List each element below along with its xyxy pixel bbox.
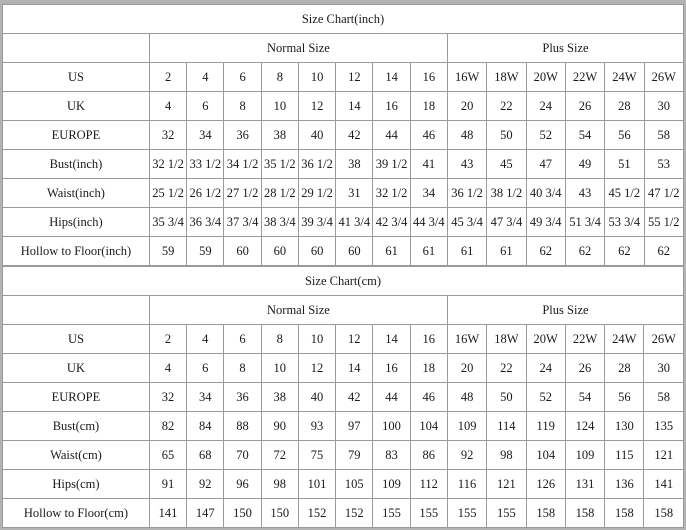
cell: 50 xyxy=(487,121,526,150)
cell: 32 1/2 xyxy=(373,179,410,208)
cell: 72 xyxy=(261,441,298,470)
cell: 12 xyxy=(298,354,335,383)
cell: 48 xyxy=(447,121,486,150)
cell: 62 xyxy=(565,237,604,266)
cell: 52 xyxy=(526,121,565,150)
cell: 116 xyxy=(447,470,486,499)
table-row xyxy=(3,121,684,150)
row-label: US xyxy=(3,325,150,354)
chart-title: Size Chart(cm) xyxy=(3,267,684,296)
cell: 41 3/4 xyxy=(336,208,373,237)
cell: 52 xyxy=(526,383,565,412)
cell: 22 xyxy=(487,354,526,383)
cell: 42 xyxy=(336,383,373,412)
cell: 93 xyxy=(298,412,335,441)
cell: 115 xyxy=(605,441,644,470)
cell: 4 xyxy=(187,325,224,354)
cell: 131 xyxy=(565,470,604,499)
cell: 47 xyxy=(526,150,565,179)
cell: 46 xyxy=(410,121,447,150)
cell: 38 xyxy=(261,383,298,412)
cell: 38 3/4 xyxy=(261,208,298,237)
table-row xyxy=(3,179,684,208)
cell: 130 xyxy=(605,412,644,441)
table-row xyxy=(3,470,684,499)
cell: 158 xyxy=(526,499,565,528)
cell: 58 xyxy=(644,383,684,412)
row-label: Hips(cm) xyxy=(3,470,150,499)
table-row xyxy=(3,325,684,354)
cell: 8 xyxy=(224,354,261,383)
cell: 10 xyxy=(261,92,298,121)
cell: 119 xyxy=(526,412,565,441)
cell: 155 xyxy=(487,499,526,528)
cell: 26 1/2 xyxy=(187,179,224,208)
cell: 61 xyxy=(447,237,486,266)
cell: 61 xyxy=(373,237,410,266)
cell: 88 xyxy=(224,412,261,441)
cell: 135 xyxy=(644,412,684,441)
cell: 20 xyxy=(447,354,486,383)
cell: 29 1/2 xyxy=(298,179,335,208)
cell: 155 xyxy=(373,499,410,528)
cell: 18W xyxy=(487,325,526,354)
cell: 126 xyxy=(526,470,565,499)
row-label: Hollow to Floor(cm) xyxy=(3,499,150,528)
cell: 141 xyxy=(644,470,684,499)
cell: 38 xyxy=(336,150,373,179)
cell: 82 xyxy=(149,412,186,441)
cell: 61 xyxy=(487,237,526,266)
cell: 92 xyxy=(447,441,486,470)
row-label: Waist(cm) xyxy=(3,441,150,470)
group-header-normal: Normal Size xyxy=(149,34,447,63)
cell: 10 xyxy=(298,63,335,92)
table-row-title xyxy=(3,5,684,34)
cell: 8 xyxy=(261,63,298,92)
cell: 4 xyxy=(187,63,224,92)
table-row xyxy=(3,354,684,383)
cell: 18W xyxy=(487,63,526,92)
cell: 14 xyxy=(336,354,373,383)
cell: 83 xyxy=(373,441,410,470)
cell: 86 xyxy=(410,441,447,470)
cell: 38 xyxy=(261,121,298,150)
cell: 45 1/2 xyxy=(605,179,644,208)
cell: 27 1/2 xyxy=(224,179,261,208)
cell: 47 1/2 xyxy=(644,179,684,208)
cell: 44 xyxy=(373,383,410,412)
table-row xyxy=(3,237,684,266)
row-label: Bust(cm) xyxy=(3,412,150,441)
cell: 97 xyxy=(336,412,373,441)
cell: 4 xyxy=(149,92,186,121)
cell: 44 xyxy=(373,121,410,150)
size-chart-cm-table xyxy=(2,266,684,528)
cell: 45 xyxy=(487,150,526,179)
table-row-group-headers xyxy=(3,296,684,325)
cell: 96 xyxy=(224,470,261,499)
cell: 36 1/2 xyxy=(298,150,335,179)
table-row xyxy=(3,499,684,528)
cell: 101 xyxy=(298,470,335,499)
cell: 152 xyxy=(336,499,373,528)
cell: 90 xyxy=(261,412,298,441)
cell: 32 xyxy=(149,121,186,150)
table-row-title xyxy=(3,267,684,296)
cell: 114 xyxy=(487,412,526,441)
table-row xyxy=(3,441,684,470)
group-header-plus: Plus Size xyxy=(447,34,683,63)
cell: 42 3/4 xyxy=(373,208,410,237)
cell: 158 xyxy=(565,499,604,528)
cell: 39 3/4 xyxy=(298,208,335,237)
cell: 24W xyxy=(605,63,644,92)
cell: 26W xyxy=(644,63,684,92)
cell: 4 xyxy=(149,354,186,383)
cell: 141 xyxy=(149,499,186,528)
cell: 42 xyxy=(336,121,373,150)
cell: 28 xyxy=(605,354,644,383)
cell: 51 xyxy=(605,150,644,179)
cell: 47 3/4 xyxy=(487,208,526,237)
cell: 104 xyxy=(410,412,447,441)
row-label: Hollow to Floor(inch) xyxy=(3,237,150,266)
row-label: EUROPE xyxy=(3,121,150,150)
cell: 22 xyxy=(487,92,526,121)
row-label: Bust(inch) xyxy=(3,150,150,179)
cell: 43 xyxy=(447,150,486,179)
cell: 62 xyxy=(526,237,565,266)
cell: 32 1/2 xyxy=(149,150,186,179)
cell: 6 xyxy=(224,325,261,354)
cell: 34 1/2 xyxy=(224,150,261,179)
cell: 50 xyxy=(487,383,526,412)
size-chart-inch-table xyxy=(2,4,684,266)
cell: 6 xyxy=(224,63,261,92)
cell: 92 xyxy=(187,470,224,499)
cell: 109 xyxy=(447,412,486,441)
corner-cell xyxy=(3,34,150,63)
cell: 46 xyxy=(410,383,447,412)
row-label: Waist(inch) xyxy=(3,179,150,208)
cell: 60 xyxy=(298,237,335,266)
cell: 35 3/4 xyxy=(149,208,186,237)
cell: 40 3/4 xyxy=(526,179,565,208)
table-row xyxy=(3,412,684,441)
group-header-plus: Plus Size xyxy=(447,296,683,325)
row-label: EUROPE xyxy=(3,383,150,412)
cell: 62 xyxy=(644,237,684,266)
cell: 53 3/4 xyxy=(605,208,644,237)
cell: 10 xyxy=(298,325,335,354)
cell: 147 xyxy=(187,499,224,528)
cell: 121 xyxy=(644,441,684,470)
cell: 56 xyxy=(605,383,644,412)
row-label: Hips(inch) xyxy=(3,208,150,237)
cell: 14 xyxy=(373,325,410,354)
table-row xyxy=(3,383,684,412)
cell: 48 xyxy=(447,383,486,412)
corner-cell xyxy=(3,296,150,325)
row-label: UK xyxy=(3,92,150,121)
cell: 26W xyxy=(644,325,684,354)
cell: 98 xyxy=(487,441,526,470)
cell: 6 xyxy=(187,92,224,121)
cell: 24W xyxy=(605,325,644,354)
cell: 24 xyxy=(526,92,565,121)
cell: 26 xyxy=(565,354,604,383)
cell: 79 xyxy=(336,441,373,470)
cell: 158 xyxy=(644,499,684,528)
cell: 34 xyxy=(187,383,224,412)
cell: 20W xyxy=(526,63,565,92)
cell: 36 xyxy=(224,383,261,412)
cell: 33 1/2 xyxy=(187,150,224,179)
cell: 18 xyxy=(410,92,447,121)
cell: 104 xyxy=(526,441,565,470)
cell: 8 xyxy=(261,325,298,354)
table-row xyxy=(3,92,684,121)
cell: 124 xyxy=(565,412,604,441)
cell: 10 xyxy=(261,354,298,383)
cell: 37 3/4 xyxy=(224,208,261,237)
cell: 36 xyxy=(224,121,261,150)
cell: 8 xyxy=(224,92,261,121)
cell: 109 xyxy=(565,441,604,470)
cell: 34 xyxy=(187,121,224,150)
cell: 30 xyxy=(644,354,684,383)
cell: 12 xyxy=(336,63,373,92)
cell: 16W xyxy=(447,325,486,354)
cell: 16 xyxy=(410,63,447,92)
cell: 59 xyxy=(187,237,224,266)
cell: 60 xyxy=(336,237,373,266)
size-chart-inch-block xyxy=(2,4,684,266)
cell: 84 xyxy=(187,412,224,441)
cell: 31 xyxy=(336,179,373,208)
cell: 150 xyxy=(261,499,298,528)
cell: 54 xyxy=(565,383,604,412)
cell: 44 3/4 xyxy=(410,208,447,237)
cell: 16W xyxy=(447,63,486,92)
table-row-group-headers xyxy=(3,34,684,63)
cell: 105 xyxy=(336,470,373,499)
cell: 30 xyxy=(644,92,684,121)
cell: 36 3/4 xyxy=(187,208,224,237)
cell: 41 xyxy=(410,150,447,179)
table-row xyxy=(3,150,684,179)
cell: 51 3/4 xyxy=(565,208,604,237)
cell: 136 xyxy=(605,470,644,499)
cell: 55 1/2 xyxy=(644,208,684,237)
cell: 2 xyxy=(149,325,186,354)
cell: 14 xyxy=(336,92,373,121)
cell: 155 xyxy=(410,499,447,528)
size-chart-cm-block xyxy=(2,266,684,528)
table-row xyxy=(3,208,684,237)
cell: 68 xyxy=(187,441,224,470)
cell: 28 1/2 xyxy=(261,179,298,208)
cell: 98 xyxy=(261,470,298,499)
cell: 62 xyxy=(605,237,644,266)
cell: 60 xyxy=(224,237,261,266)
cell: 49 3/4 xyxy=(526,208,565,237)
cell: 36 1/2 xyxy=(447,179,486,208)
cell: 32 xyxy=(149,383,186,412)
cell: 43 xyxy=(565,179,604,208)
cell: 158 xyxy=(605,499,644,528)
cell: 16 xyxy=(373,354,410,383)
cell: 53 xyxy=(644,150,684,179)
cell: 40 xyxy=(298,383,335,412)
cell: 22W xyxy=(565,325,604,354)
cell: 6 xyxy=(187,354,224,383)
cell: 70 xyxy=(224,441,261,470)
cell: 35 1/2 xyxy=(261,150,298,179)
cell: 54 xyxy=(565,121,604,150)
cell: 22W xyxy=(565,63,604,92)
cell: 59 xyxy=(149,237,186,266)
cell: 56 xyxy=(605,121,644,150)
group-header-normal: Normal Size xyxy=(149,296,447,325)
cell: 18 xyxy=(410,354,447,383)
cell: 39 1/2 xyxy=(373,150,410,179)
chart-title: Size Chart(inch) xyxy=(3,5,684,34)
cell: 45 3/4 xyxy=(447,208,486,237)
cell: 61 xyxy=(410,237,447,266)
cell: 49 xyxy=(565,150,604,179)
cell: 152 xyxy=(298,499,335,528)
cell: 20 xyxy=(447,92,486,121)
cell: 100 xyxy=(373,412,410,441)
cell: 112 xyxy=(410,470,447,499)
cell: 91 xyxy=(149,470,186,499)
cell: 26 xyxy=(565,92,604,121)
cell: 65 xyxy=(149,441,186,470)
cell: 34 xyxy=(410,179,447,208)
row-label: UK xyxy=(3,354,150,383)
row-label: US xyxy=(3,63,150,92)
cell: 28 xyxy=(605,92,644,121)
cell: 14 xyxy=(373,63,410,92)
cell: 20W xyxy=(526,325,565,354)
cell: 2 xyxy=(149,63,186,92)
cell: 12 xyxy=(336,325,373,354)
cell: 40 xyxy=(298,121,335,150)
cell: 12 xyxy=(298,92,335,121)
cell: 38 1/2 xyxy=(487,179,526,208)
cell: 60 xyxy=(261,237,298,266)
cell: 121 xyxy=(487,470,526,499)
cell: 16 xyxy=(410,325,447,354)
cell: 25 1/2 xyxy=(149,179,186,208)
cell: 16 xyxy=(373,92,410,121)
cell: 58 xyxy=(644,121,684,150)
table-row xyxy=(3,63,684,92)
cell: 75 xyxy=(298,441,335,470)
cell: 24 xyxy=(526,354,565,383)
cell: 109 xyxy=(373,470,410,499)
cell: 155 xyxy=(447,499,486,528)
cell: 150 xyxy=(224,499,261,528)
